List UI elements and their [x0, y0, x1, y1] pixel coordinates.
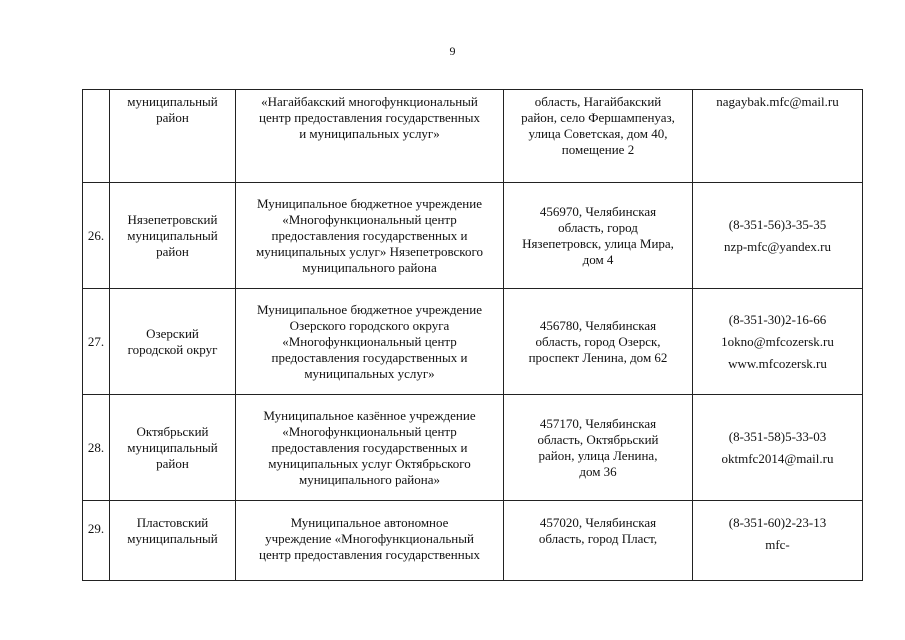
- contacts: [693, 90, 863, 183]
- text-line: дом 4: [582, 251, 614, 267]
- text-line: Пластовский: [136, 515, 209, 530]
- phone: (8-351-60)2-23-13: [728, 515, 827, 530]
- organization-name: [236, 90, 504, 183]
- address: [504, 90, 693, 183]
- municipality-name: [110, 289, 236, 395]
- text-line: дом 36: [579, 463, 617, 479]
- text-line: муниципальный: [127, 227, 218, 243]
- address: [504, 183, 693, 289]
- row-number: 29.: [83, 501, 110, 581]
- text-line: учреждение «Многофункциональный: [265, 531, 474, 546]
- text-line: 457020, Челябинская: [539, 515, 657, 530]
- organization-name: [236, 183, 504, 289]
- text-line: предоставления государственных и: [271, 227, 468, 243]
- text-line: «Нагайбакский многофункциональный: [261, 94, 478, 109]
- contacts: [693, 395, 863, 501]
- text-line: «Многофункциональный центр: [282, 211, 457, 227]
- text-line: муниципальных услуг» Нязепетровского: [256, 243, 483, 259]
- municipality-name: [110, 90, 236, 183]
- organization-name: [236, 501, 504, 581]
- text-line: 456970, Челябинская: [539, 203, 657, 219]
- text-line: центр предоставления государственных: [259, 110, 480, 125]
- text-line: 457170, Челябинская: [539, 415, 657, 431]
- text-line: Муниципальное бюджетное учреждение: [257, 195, 482, 211]
- row-number: [83, 90, 110, 183]
- text-line: Озерского городского округа: [289, 317, 450, 333]
- municipality-name: [110, 183, 236, 289]
- email: 1okno@mfcozersk.ru: [721, 333, 834, 349]
- text-line: муниципальный: [127, 94, 218, 109]
- text-line: «Многофункциональный центр: [282, 423, 457, 439]
- email: nzp-mfc@yandex.ru: [724, 238, 831, 254]
- organization-name: [236, 289, 504, 395]
- text-line: Муниципальное бюджетное учреждение: [257, 301, 482, 317]
- email: mfc-: [765, 537, 790, 552]
- text-line: и муниципальных услуг»: [299, 126, 440, 141]
- text-line: муниципального района»: [299, 471, 440, 487]
- text-line: Муниципальное автономное: [290, 515, 449, 530]
- text-line: Озерский: [146, 325, 199, 341]
- phone: (8-351-58)5-33-03: [728, 428, 827, 444]
- contacts: [693, 289, 863, 395]
- table-row: [83, 183, 863, 289]
- text-line: Нязепетровский: [127, 211, 218, 227]
- text-line: центр предоставления государственных: [259, 547, 480, 562]
- table-row: [83, 501, 863, 581]
- text-line: муниципальных услуг»: [304, 365, 435, 381]
- address: [504, 501, 693, 581]
- phone: (8-351-30)2-16-66: [728, 311, 827, 327]
- address: [504, 395, 693, 501]
- text-line: район: [156, 110, 189, 125]
- text-line: муниципального района: [302, 259, 437, 275]
- text-line: 456780, Челябинская: [539, 317, 657, 333]
- text-line: область, город: [558, 219, 638, 235]
- text-line: муниципальный: [127, 439, 218, 455]
- text-line: «Многофункциональный центр: [282, 333, 457, 349]
- text-line: помещение 2: [561, 142, 635, 157]
- email: nagaybak.mfc@mail.ru: [716, 94, 839, 109]
- table-row: [83, 90, 863, 183]
- text-line: район: [156, 243, 189, 259]
- contacts: [693, 183, 863, 289]
- page-number: 9: [449, 44, 456, 58]
- text-line: район: [156, 455, 189, 471]
- text-line: Муниципальное казённое учреждение: [263, 407, 476, 423]
- text-line: предоставления государственных и: [271, 349, 468, 365]
- text-line: район, село Фершампенуаз,: [521, 110, 675, 125]
- municipality-name: [110, 501, 236, 581]
- text-line: предоставления государственных и: [271, 439, 468, 455]
- text-line: область, Нагайбакский: [534, 94, 662, 109]
- row-number: 27.: [83, 289, 110, 395]
- text-line: Октябрьский: [136, 423, 209, 439]
- table-row: [83, 395, 863, 501]
- text-line: область, Октябрьский: [537, 431, 659, 447]
- text-line: проспект Ленина, дом 62: [528, 349, 668, 365]
- mfc-table: [82, 89, 863, 581]
- table-row: [83, 289, 863, 395]
- text-line: городской округ: [127, 341, 218, 357]
- text-line: область, город Пласт,: [538, 531, 658, 546]
- text-line: район, улица Ленина,: [538, 447, 658, 463]
- contacts: [693, 501, 863, 581]
- website: www.mfcozersk.ru: [728, 355, 827, 371]
- address: [504, 289, 693, 395]
- row-number: 26.: [83, 183, 110, 289]
- text-line: область, город Озерск,: [535, 333, 661, 349]
- municipality-name: [110, 395, 236, 501]
- text-line: Нязепетровск, улица Мира,: [522, 235, 674, 251]
- organization-name: [236, 395, 504, 501]
- text-line: улица Советская, дом 40,: [528, 126, 668, 141]
- phone: (8-351-56)3-35-35: [728, 216, 827, 232]
- text-line: муниципальный: [127, 531, 218, 546]
- email: oktmfc2014@mail.ru: [721, 450, 834, 466]
- row-number: 28.: [83, 395, 110, 501]
- text-line: муниципальных услуг Октябрьского: [268, 455, 471, 471]
